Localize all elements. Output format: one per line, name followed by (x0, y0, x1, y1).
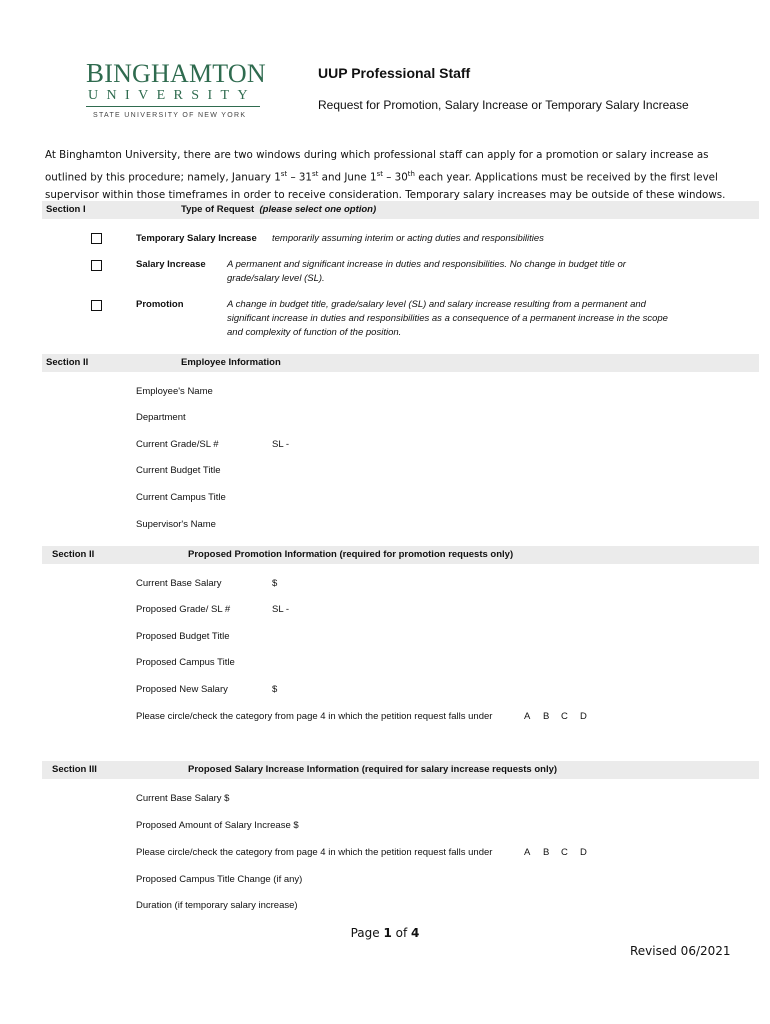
option-description: A permanent and significant increase in duties and responsibilities. No change in budget title or grade/salary level (SL). (227, 259, 626, 284)
category-option-b[interactable]: B (543, 847, 550, 858)
category-option-d[interactable]: D (580, 711, 587, 722)
supervisor-name-label: Supervisor's Name (136, 519, 216, 530)
section-header-band (42, 201, 759, 219)
employee-name-label: Employee's Name (136, 386, 213, 397)
form-subtitle: Request for Promotion, Salary Increase or Temporary Salary Increase (318, 98, 689, 112)
current-grade-value[interactable]: SL - (272, 439, 290, 450)
section-label: Section II (46, 357, 89, 368)
promotion-checkbox[interactable] (91, 300, 102, 311)
section-title: Type of Request (please select one option) (181, 204, 377, 215)
category-option-a[interactable]: A (524, 847, 531, 858)
category-option-b[interactable]: B (543, 711, 550, 722)
revision-date: Revised 06/2021 (630, 944, 731, 958)
option-name: Promotion (136, 299, 184, 310)
current-base-salary-label: Current Base Salary $ (136, 793, 230, 804)
section-header-band (42, 354, 759, 372)
current-base-salary-label: Current Base Salary (136, 578, 222, 589)
university-logo-tagline: STATE UNIVERSITY OF NEW YORK (93, 112, 247, 119)
category-prompt: Please circle/check the category from page 4 in which the petition request falls under (136, 711, 493, 722)
proposed-grade-value[interactable]: SL - (272, 604, 290, 615)
salary-increase-checkbox[interactable] (91, 260, 102, 271)
proposed-new-salary-label: Proposed New Salary (136, 684, 228, 695)
section-title: Employee Information (181, 357, 281, 368)
proposed-new-salary-value[interactable]: $ (272, 684, 278, 695)
current-grade-label: Current Grade/SL # (136, 439, 219, 450)
form-title: UUP Professional Staff (318, 65, 471, 81)
current-budget-title-label: Current Budget Title (136, 465, 221, 476)
proposed-campus-title-label: Proposed Campus Title (136, 657, 235, 668)
section-label: Section II (52, 549, 95, 560)
section-title: Proposed Salary Increase Information (required for salary increase requests only) (188, 764, 558, 775)
category-option-c[interactable]: C (561, 847, 568, 858)
temporary-salary-increase-checkbox[interactable] (91, 233, 102, 244)
category-prompt: Please circle/check the category from page 4 in which the petition request falls under (136, 847, 493, 858)
option-name: Temporary Salary Increase (136, 233, 257, 244)
section-label: Section III (52, 764, 97, 775)
proposed-grade-label: Proposed Grade/ SL # (136, 604, 231, 615)
proposed-budget-title-label: Proposed Budget Title (136, 631, 230, 642)
category-option-a[interactable]: A (524, 711, 531, 722)
proposed-increase-amount-label: Proposed Amount of Salary Increase $ (136, 820, 299, 831)
current-base-salary-value[interactable]: $ (272, 578, 278, 589)
duration-label: Duration (if temporary salary increase) (136, 900, 298, 911)
option-description: temporarily assuming interim or acting duties and responsibilities (272, 233, 544, 244)
current-campus-title-label: Current Campus Title (136, 492, 226, 503)
section-label: Section I (46, 204, 86, 215)
section-title: Proposed Promotion Information (required for promotion requests only) (188, 549, 514, 560)
option-description: A change in budget title, grade/salary level (SL) and salary increase resulting from a permanent and significant increase in duties and responsibilities as a consequence of a permanent increase in the scope and complexity of function of the position. (227, 299, 668, 338)
category-option-d[interactable]: D (580, 847, 587, 858)
university-logo-name: BINGHAMTON (86, 58, 266, 88)
option-name: Salary Increase (136, 259, 206, 270)
department-label: Department (136, 412, 186, 423)
university-logo-subtitle: UNIVERSITY (88, 88, 256, 103)
campus-title-change-label: Proposed Campus Title Change (if any) (136, 874, 303, 885)
logo-divider (86, 106, 260, 107)
page-number: Page 1 of 4 (350, 926, 420, 940)
intro-paragraph: At Binghamton University, there are two windows during which professional staff can apply for a promotion or salary increase as outlined by this procedure; namely, January 1st – 31st and June 1st – 30th each year. Applications must be received by the first level supervisor within those timeframes in order to receive consideration. Temporary salary increases may be outside of these windows. (45, 149, 726, 202)
category-option-c[interactable]: C (561, 711, 568, 722)
